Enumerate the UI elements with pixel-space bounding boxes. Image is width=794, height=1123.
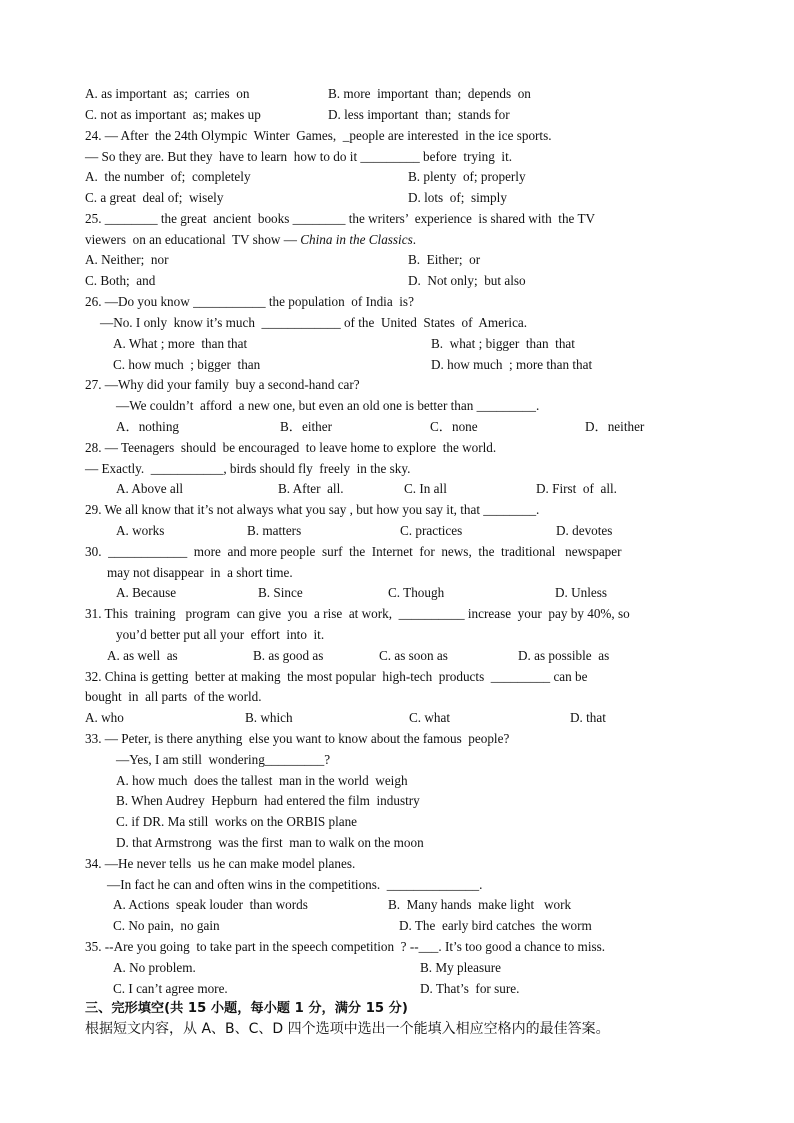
q34-option-c: C. No pain, no gain — [113, 918, 220, 933]
q33-option-c: C. if DR. Ma still works on the ORBIS plane — [116, 814, 358, 829]
q30-stem-line2: may not disappear in a short time. — [107, 565, 293, 580]
q24-option-a: A. the number of; completely — [85, 169, 251, 184]
q32-option-b: B. which — [245, 710, 293, 725]
q23-option-b: B. more important than; depends on — [328, 86, 531, 101]
q24-option-d: D. lots of; simply — [408, 190, 507, 205]
q28-option-a: A. Above all — [116, 481, 184, 496]
q28-option-d: D. First of all. — [536, 481, 617, 496]
q30-stem-line1: 30. ____________ more and more people surf the Internet for news, the traditional newspaper — [85, 544, 622, 559]
q31-stem-line2: you’d better put all your effort into it. — [116, 627, 325, 642]
q29-option-a: A. works — [116, 523, 165, 538]
q25-option-a: A. Neither; nor — [85, 252, 169, 267]
q35-option-c: C. I can’t agree more. — [113, 981, 228, 996]
q25-stem-line2-pre: viewers on an educational TV show — — [85, 232, 301, 247]
q33-stem-line1: 33. — Peter, is there anything else you want to know about the famous people? — [85, 731, 510, 746]
q25-stem-line1: 25. ________ the great ancient books ________ the writers’ experience is shared with the TV — [85, 211, 596, 226]
q28-option-b: B. After all. — [278, 481, 344, 496]
q35-option-b: B. My pleasure — [420, 960, 501, 975]
q25-show-title: China in the Classics — [300, 232, 413, 247]
q25-option-d: D. Not only; but also — [408, 273, 526, 288]
q28-option-c: C. In all — [404, 481, 447, 496]
q26-stem-line1: 26. —Do you know ___________ the population of India is? — [85, 294, 414, 309]
q35-stem-line1: 35. --Are you going to take part in the speech competition ? --___. It’s too good a chance to miss. — [85, 939, 606, 954]
q32-stem-line1: 32. China is getting better at making the most popular high-tech products _________ can be — [85, 669, 588, 684]
q35-option-d: D. That’s for sure. — [420, 981, 520, 996]
q33-option-b: B. When Audrey Hepburn had entered the film industry — [116, 793, 420, 808]
q33-option-a: A. how much does the tallest man in the world weigh — [116, 773, 408, 788]
q31-option-b: B. as good as — [253, 648, 324, 663]
q33-stem-line2: —Yes, I am still wondering_________? — [116, 752, 331, 767]
q31-stem-line1: 31. This training program can give you a rise at work, __________ increase your pay by 40%, so — [85, 606, 630, 621]
q34-option-a: A. Actions speak louder than words — [113, 897, 308, 912]
q29-stem-line1: 29. We all know that it’s not always what you say , but how you say it, that ________. — [85, 502, 540, 517]
q23-option-a: A. as important as; carries on — [85, 86, 250, 101]
q24-stem-line1: 24. — After the 24th Olympic Winter Games, _people are interested in the ice sports. — [85, 128, 552, 143]
q26-option-d: D. how much ; more than that — [431, 357, 593, 372]
q25-option-b: B. Either; or — [408, 252, 481, 267]
q28-stem-line2: — Exactly. ___________, birds should fly freely in the sky. — [85, 461, 411, 476]
q27-stem-line2: —We couldn’t afford a new one, but even an old one is better than _________. — [116, 398, 540, 413]
q23-option-d: D. less important than; stands for — [328, 107, 510, 122]
q25-stem-line2-post: . — [412, 232, 416, 247]
q30-option-b: B. Since — [258, 585, 303, 600]
q32-option-a: A. who — [85, 710, 124, 725]
q34-option-b: B. Many hands make light work — [388, 897, 572, 912]
q32-stem-line2: bought in all parts of the world. — [85, 689, 262, 704]
q24-stem-line2: — So they are. But they have to learn how to do it _________ before trying it. — [85, 149, 513, 164]
q34-stem-line2: —In fact he can and often wins in the competitions. ______________. — [107, 877, 483, 892]
q26-option-b: B. what ; bigger than that — [431, 336, 575, 351]
q26-option-a: A. What ; more than that — [113, 336, 248, 351]
q30-option-d: D. Unless — [555, 585, 608, 600]
q27-stem-line1: 27. —Why did your family buy a second-hand car? — [85, 377, 360, 392]
q31-option-c: C. as soon as — [379, 648, 448, 663]
q34-option-d: D. The early bird catches the worm — [399, 918, 592, 933]
q26-stem-line2: —No. I only know it’s much ____________ of the United States of America. — [100, 315, 528, 330]
q35-option-a: A. No problem. — [113, 960, 196, 975]
q27-option-a: A．nothing — [116, 419, 180, 434]
q25-option-c: C. Both; and — [85, 273, 156, 288]
q27-option-b: B．either — [280, 419, 333, 434]
q33-option-d: D. that Armstrong was the first man to walk on the moon — [116, 835, 424, 850]
q24-option-c: C. a great deal of; wisely — [85, 190, 224, 205]
q32-option-d: D. that — [570, 710, 606, 725]
q27-option-d: D．neither — [585, 419, 645, 434]
q23-option-c: C. not as important as; makes up — [85, 107, 261, 122]
q26-option-c: C. how much ; bigger than — [113, 357, 261, 372]
q25-stem-line2 — [85, 232, 416, 248]
q30-option-c: C. Though — [388, 585, 445, 600]
q27-option-c: C．none — [430, 419, 478, 434]
q29-option-b: B. matters — [247, 523, 302, 538]
q29-option-d: D. devotes — [556, 523, 613, 538]
q24-option-b: B. plenty of; properly — [408, 169, 526, 184]
section3-instruction: 根据短文内容，从 A、B、C、D 四个选项中选出一个能填入相应空格内的最佳答案。 — [85, 1021, 610, 1037]
q28-stem-line1: 28. — Teenagers should be encouraged to leave home to explore the world. — [85, 440, 497, 455]
q29-option-c: C. practices — [400, 523, 463, 538]
q30-option-a: A. Because — [116, 585, 177, 600]
q32-option-c: C. what — [409, 710, 451, 725]
q34-stem-line1: 34. —He never tells us he can make model planes. — [85, 856, 356, 871]
section3-heading: 三、完形填空(共 15 小题，每小题 1 分，满分 15 分) — [85, 1001, 408, 1016]
q31-option-d: D. as possible as — [518, 648, 610, 663]
q31-option-a: A. as well as — [107, 648, 178, 663]
